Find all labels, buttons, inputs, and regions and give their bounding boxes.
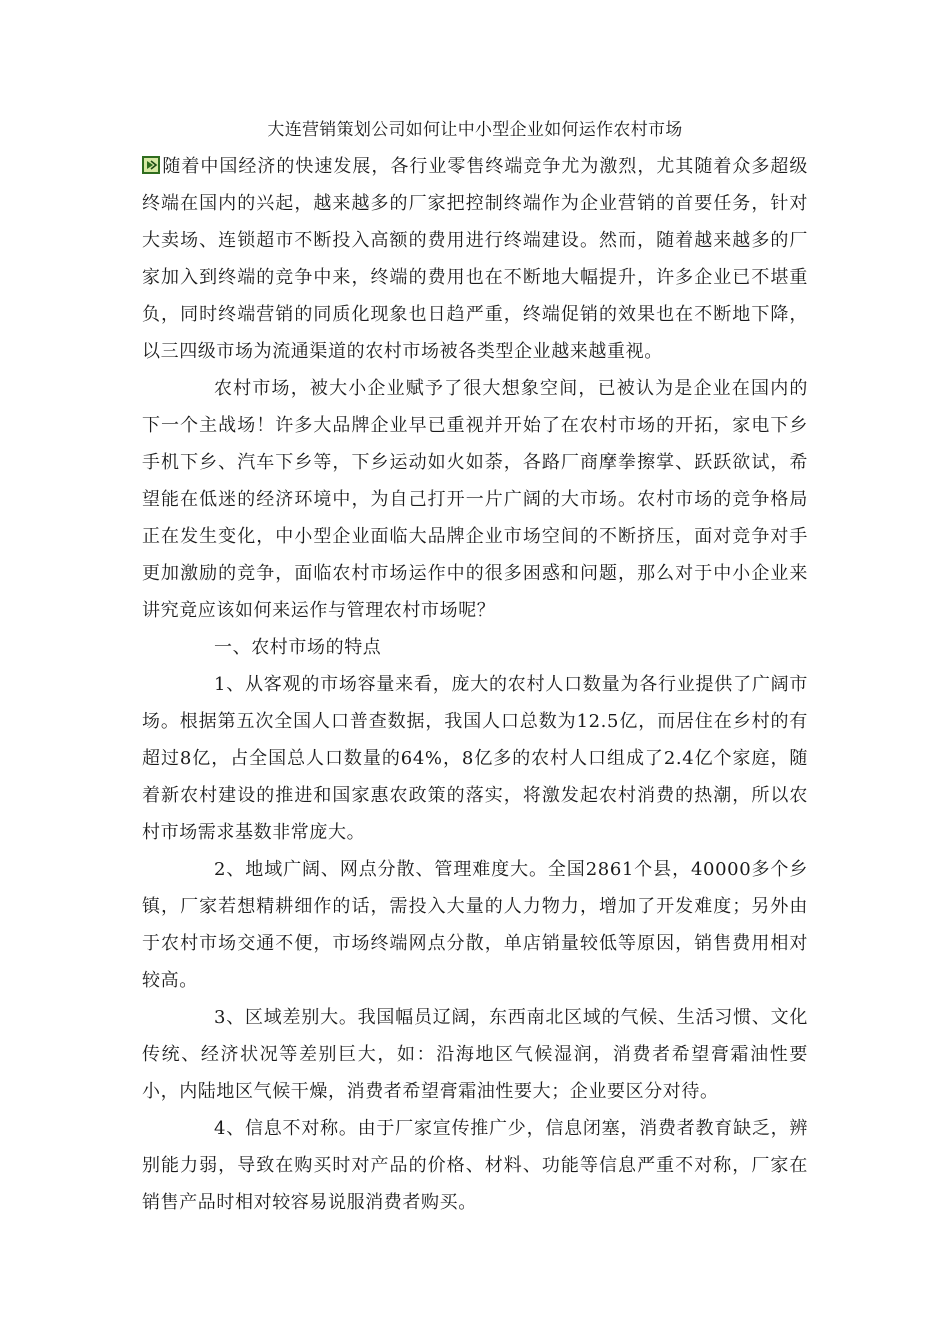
paragraph-point-4: 4、信息不对称。由于厂家宣传推广少，信息闭塞，消费者教育缺乏，辨别能力弱，导致在购买时对产品的价格、材料、功能等信息严重不对称，厂家在销售产品时相对较容易说服消费者购买。 [142, 1118, 808, 1213]
paragraph-point-1: 1、从客观的市场容量来看，庞大的农村人口数量为各行业提供了广阔市场。根据第五次全国人口普查数据，我国人口总数为12.5亿，而居住在乡村的有超过8亿，占全国总人口数量的64%，8亿多的农村人口组成了2.4亿个家庭，随着新农村建设的推进和国家惠农政策的落实，将激发起农村消费的热潮，所以农村市场需求基数非常庞大。 [142, 674, 808, 843]
intro-paragraph [142, 148, 808, 370]
document-link-icon[interactable] [142, 156, 160, 174]
paragraph-point-2: 2、地域广阔、网点分散、管理难度大。全国2861个县，40000多个乡镇，厂家若想精耕细作的话，需投入大量的人力物力，增加了开发难度；另外由于农村市场交通不便，市场终端网点分散，单店销量较低等原因，销售费用相对较高。 [142, 859, 808, 991]
paragraph-point-3: 3、区域差别大。我国幅员辽阔，东西南北区域的气候、生活习惯、文化传统、经济状况等差别巨大，如：沿海地区气候湿润，消费者希望膏霜油性要小，内陆地区气候干燥，消费者希望膏霜油性要大；企业要区分对待。 [142, 1007, 808, 1102]
document-page [142, 118, 808, 1221]
intro-text: 随着中国经济的快速发展，各行业零售终端竞争尤为激烈，尤其随着众多超级终端在国内的兴起，越来越多的厂家把控制终端作为企业营销的首要任务，针对大卖场、连锁超市不断投入高额的费用进行终端建设。然而，随着越来越多的厂家加入到终端的竞争中来，终端的费用也在不断地大幅提升，许多企业已不堪重负，同时终端营销的同质化现象也日趋严重，终端促销的效果也在不断地下降，以三四级市场为流通渠道的农村市场被各类型企业越来越重视。 [142, 156, 808, 362]
document-title: 大连营销策划公司如何让中小型企业如何运作农村市场 [267, 120, 683, 140]
section-heading: 一、农村市场的特点 [214, 637, 382, 658]
paragraph-rural-market: 农村市场，被大小企业赋予了很大想象空间，已被认为是企业在国内的下一个主战场！许多大品牌企业早已重视并开始了在农村市场的开拓，家电下乡手机下乡、汽车下乡等，下乡运动如火如荼，各路厂商摩拳擦掌、跃跃欲试，希望能在低迷的经济环境中，为自己打开一片广阔的大市场。农村市场的竞争格局正在发生变化，中小型企业面临大品牌企业市场空间的不断挤压，面对竞争对手更加激励的竞争，面临农村市场运作中的很多困惑和问题，那么对于中小企业来讲究竟应该如何来运作与管理农村市场呢？ [142, 378, 808, 621]
